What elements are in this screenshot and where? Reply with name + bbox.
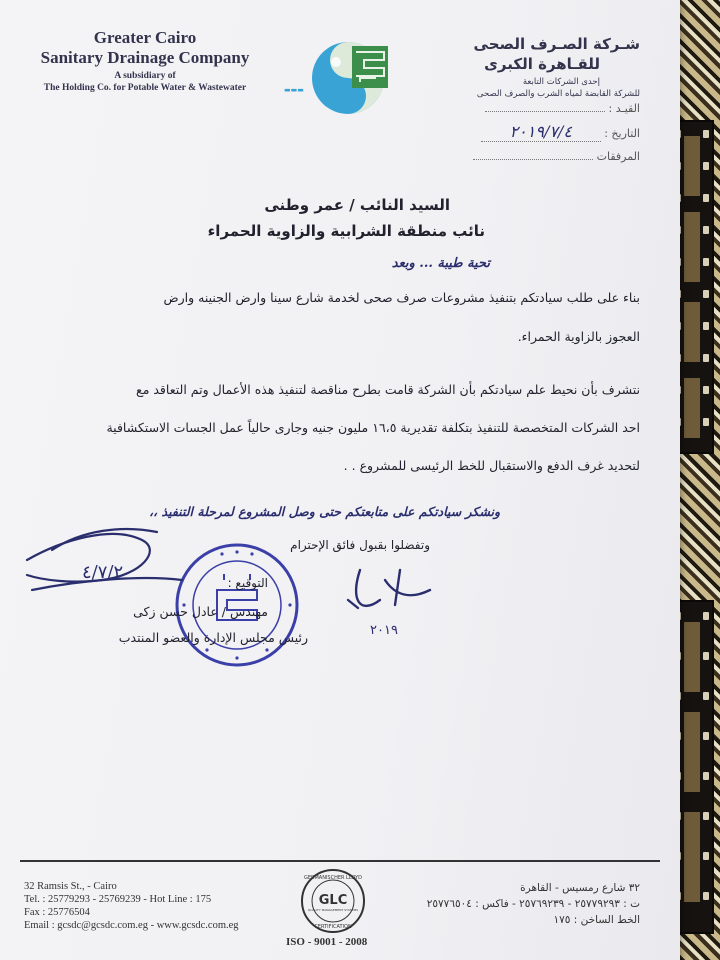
paragraph-1 [20, 290, 640, 344]
paragraph-2-line-3: لتحديد غرف الدفع والاستقبال للخط الرئيسى للمشروع . . [343, 458, 640, 473]
footer-email-en: Email : gcsdc@gcsdc.com.eg - www.gcsdc.com.eg [24, 920, 239, 931]
footer-address-ar: ٣٢ شارع رمسيس - القاهرة [520, 882, 640, 894]
signer-name: مهندس / عادل حسن زكى [133, 604, 268, 619]
company-name-ar [400, 34, 640, 74]
signature-label: التوقيع : [227, 576, 268, 590]
company-name-ar-line2: للقـاهرة الكبرى [484, 55, 600, 73]
footer-divider [20, 860, 660, 862]
paragraph-2-line-1: نتشرف بأن نحيط علم سيادتكم بأن الشركة قامت بطرح مناقصة لتنفيذ هذه الأعمال وتم التعاقد مع [136, 382, 640, 397]
reference-field [485, 102, 640, 115]
svg-text:▬▬▬: ▬▬▬ [284, 86, 304, 94]
holding-company-en: The Holding Co. for Potable Water & Wastewater [43, 83, 247, 93]
footer-fax-en: Fax : 25776504 [24, 907, 90, 918]
paragraph-1-line-2: العجوز بالزاوية الحمراء. [517, 329, 640, 344]
footer-contact-en [24, 880, 239, 932]
cert-seal-top-text: GERMANISCHER LLOYD [303, 875, 363, 881]
cert-seal-mark: GLC [318, 893, 348, 908]
attachments-label: المرفقات [596, 150, 640, 163]
footer-tel-en: Tel. : 25779293 - 25769239 - Hot Line : 175 [24, 894, 212, 905]
addressee-title: نائب منطقة الشرابية والزاوية الحمراء [207, 222, 485, 240]
date-value: ٢٠١٩/٧/٤ [481, 122, 601, 142]
company-name-ar-line1: شـركة الصـرف الصحى [473, 35, 640, 53]
attachments-field [473, 150, 640, 163]
company-name-en-line2: Sanitary Drainage Company [40, 48, 250, 67]
cert-seal-bottom-text: CERTIFICATION [314, 924, 352, 930]
footer-hotline-ar: الخط الساخن : ١٧٥ [553, 914, 640, 926]
closing: وتفضلوا بقبول فائق الإحترام [290, 538, 430, 552]
subsidiary-note-ar [400, 76, 640, 100]
paragraph-2-line-2: احد الشركات المتخصصة للتنفيذ بتكلفة تقديرية ١٦،٥ مليون جنيه وجارى حالياً عمل الجسات الاستكشافية [106, 420, 640, 435]
iso-certification: ISO - 9001 - 2008 [286, 936, 368, 948]
footer-address-en: 32 Ramsis St., - Cairo [24, 881, 117, 892]
greeting: تحية طيبة ... وبعد [391, 256, 490, 271]
signer-title: رئيس مجلس الإدارة والعضو المنتدب [118, 630, 308, 645]
cert-seal-small-text: QUALITY MANAGEMENT SYSTEMS [307, 908, 359, 912]
holding-company-ar: للشركة القابضة لمياه الشرب والصرف الصحى [476, 89, 640, 99]
company-name-en-line1: Greater Cairo [93, 28, 197, 47]
addressee: السيد النائب / عمر وطنى [264, 196, 450, 214]
subsidiary-label-en: A subsidiary of [114, 71, 176, 81]
paragraph-1-line-1: بناء على طلب سيادتكم بتنفيذ مشروعات صرف صحى لخدمة شارع سينا وارض الجنينه وارض [163, 290, 640, 305]
handwritten-date-left: ٤/٧/٢ [82, 562, 124, 583]
certification-seal [300, 868, 366, 934]
date-label: التاريخ : [604, 127, 640, 140]
reference-label: القيـد : [608, 102, 640, 115]
company-name-en [20, 28, 270, 68]
footer-tel-ar: ت : ٢٥٧٧٩٢٩٣ - ٢٥٧٦٩٢٣٩ - فاكس : ٢٥٧٧٦٥٠٤ [426, 898, 640, 910]
company-logo [282, 32, 402, 124]
signature-left [22, 520, 192, 610]
handwritten-thanks: ونشكر سيادتكم على متابعتكم حتى وصل المشروع لمرحلة التنفيذ ،، [149, 504, 500, 519]
handwritten-date-right: ٢٠١٩ [370, 623, 398, 638]
subsidiary-label-ar: إحدى الشركات التابعة [522, 77, 600, 87]
footer-contact-ar [380, 880, 640, 928]
subsidiary-note-en [20, 70, 270, 94]
paragraph-2 [20, 380, 640, 476]
date-field [481, 122, 640, 142]
signature-right [340, 560, 450, 640]
